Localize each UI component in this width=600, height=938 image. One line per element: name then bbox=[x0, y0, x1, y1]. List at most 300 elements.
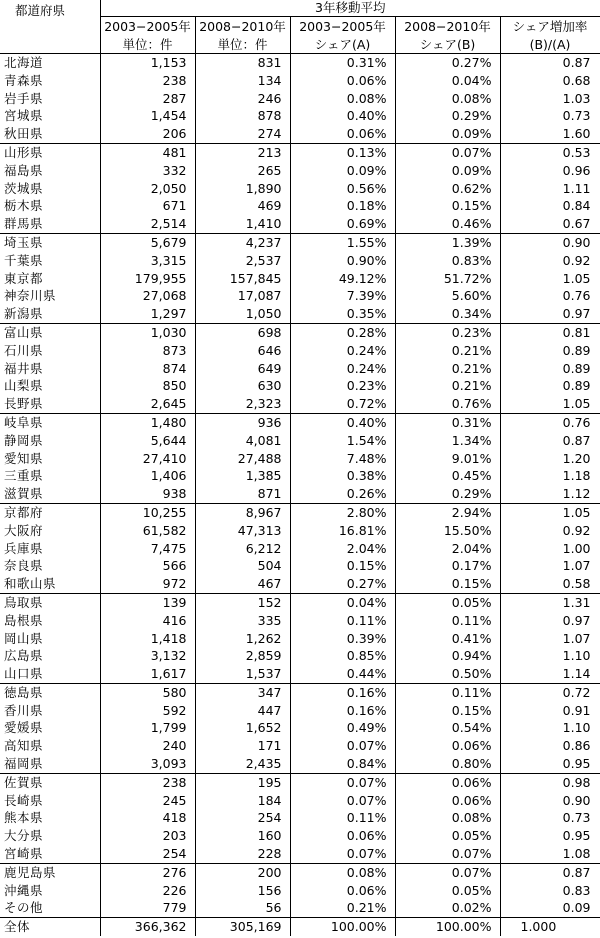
share-a-cell: 0.28% bbox=[290, 323, 395, 341]
moving-average-group-header: 3年移動平均 bbox=[100, 0, 600, 17]
share-a-cell: 0.06% bbox=[290, 882, 395, 900]
table-row bbox=[0, 593, 600, 611]
share-a-cell: 0.11% bbox=[290, 809, 395, 827]
share-b-cell: 1.34% bbox=[395, 432, 500, 450]
table-row bbox=[0, 702, 600, 720]
count-2008-2010-cell: 504 bbox=[195, 557, 290, 575]
count-2003-2005-cell: 2,645 bbox=[100, 395, 195, 413]
count-2008-2010-cell: 4,237 bbox=[195, 233, 290, 251]
share-growth-cell: 0.96 bbox=[500, 162, 600, 180]
count-2003-2005-cell: 5,644 bbox=[100, 432, 195, 450]
share-a-cell: 16.81% bbox=[290, 522, 395, 540]
count-2008-2010-cell: 156 bbox=[195, 882, 290, 900]
count-2003-2005-cell: 226 bbox=[100, 882, 195, 900]
prefecture-cell: 長野県 bbox=[0, 395, 100, 413]
share-b-cell: 0.27% bbox=[395, 54, 500, 72]
table-row bbox=[0, 630, 600, 648]
prefecture-cell: 京都府 bbox=[0, 503, 100, 521]
prefecture-cell: 福島県 bbox=[0, 162, 100, 180]
prefecture-cell: 宮崎県 bbox=[0, 845, 100, 863]
table-row bbox=[0, 180, 600, 198]
table-row bbox=[0, 252, 600, 270]
share-a-cell: 0.31% bbox=[290, 54, 395, 72]
share-a-cell: 0.35% bbox=[290, 305, 395, 323]
table-row bbox=[0, 737, 600, 755]
share-b-cell: 0.15% bbox=[395, 197, 500, 215]
share-a-cell: 0.06% bbox=[290, 72, 395, 90]
share-a-cell: 0.06% bbox=[290, 827, 395, 845]
count-2003-2005-cell: 287 bbox=[100, 90, 195, 108]
prefecture-cell: 群馬県 bbox=[0, 215, 100, 233]
share-b-cell: 5.60% bbox=[395, 287, 500, 305]
table-row bbox=[0, 522, 600, 540]
count-2008-2010-cell: 2,323 bbox=[195, 395, 290, 413]
count-2008-2010-cell: 831 bbox=[195, 54, 290, 72]
prefecture-cell: 鳥取県 bbox=[0, 593, 100, 611]
count-2008-2010-cell: 871 bbox=[195, 485, 290, 503]
count-2008-2010-cell: 1,410 bbox=[195, 215, 290, 233]
count-2008-2010-cell: 134 bbox=[195, 72, 290, 90]
share-growth-cell: 1.07 bbox=[500, 630, 600, 648]
share-b-cell: 2.04% bbox=[395, 540, 500, 558]
share-growth-cell: 0.67 bbox=[500, 215, 600, 233]
count-2008-2010-cell: 274 bbox=[195, 125, 290, 143]
count-2008-2010-cell: 698 bbox=[195, 323, 290, 341]
table-row bbox=[0, 360, 600, 378]
share-growth-cell: 0.87 bbox=[500, 54, 600, 72]
prefecture-cell: 東京都 bbox=[0, 270, 100, 288]
share-b-cell: 0.76% bbox=[395, 395, 500, 413]
prefecture-cell: 高知県 bbox=[0, 737, 100, 755]
count-2008-2010-cell: 265 bbox=[195, 162, 290, 180]
share-growth-cell: 0.73 bbox=[500, 107, 600, 125]
table-row bbox=[0, 143, 600, 161]
table-row bbox=[0, 792, 600, 810]
share-growth-cell: 0.89 bbox=[500, 377, 600, 395]
table-row bbox=[0, 863, 600, 881]
count-2008-2010-cell: 152 bbox=[195, 593, 290, 611]
count-2003-2005-cell: 240 bbox=[100, 737, 195, 755]
prefecture-cell: 奈良県 bbox=[0, 557, 100, 575]
count-2003-2005-cell: 139 bbox=[100, 593, 195, 611]
share-growth-cell: 0.90 bbox=[500, 792, 600, 810]
share-growth-cell: 1.07 bbox=[500, 557, 600, 575]
share-growth-cell: 1.12 bbox=[500, 485, 600, 503]
count-2008-2010-cell: 447 bbox=[195, 702, 290, 720]
share-b-cell: 0.05% bbox=[395, 882, 500, 900]
prefecture-cell: 兵庫県 bbox=[0, 540, 100, 558]
count-2008-2010-cell: 347 bbox=[195, 683, 290, 701]
share-b-cell: 0.07% bbox=[395, 863, 500, 881]
table-row bbox=[0, 54, 600, 72]
table-row bbox=[0, 270, 600, 288]
share-b-cell: 51.72% bbox=[395, 270, 500, 288]
prefecture-cell: 静岡県 bbox=[0, 432, 100, 450]
share-a-cell: 0.85% bbox=[290, 647, 395, 665]
table-row bbox=[0, 377, 600, 395]
count-2003-2005-cell: 5,679 bbox=[100, 233, 195, 251]
prefecture-cell: 愛媛県 bbox=[0, 719, 100, 737]
count-2003-2005-cell: 238 bbox=[100, 72, 195, 90]
share-growth-cell: 1.05 bbox=[500, 270, 600, 288]
share-a-cell: 2.04% bbox=[290, 540, 395, 558]
table-row bbox=[0, 683, 600, 701]
share-a-cell: 0.07% bbox=[290, 792, 395, 810]
column-header-count-2003-2005: 2003−2005年 bbox=[100, 17, 195, 36]
table-row bbox=[0, 773, 600, 791]
count-2008-2010-cell: 2,435 bbox=[195, 755, 290, 773]
share-a-cell: 0.72% bbox=[290, 395, 395, 413]
count-2008-2010-cell: 184 bbox=[195, 792, 290, 810]
share-b-cell: 0.17% bbox=[395, 557, 500, 575]
share-a-cell: 0.27% bbox=[290, 575, 395, 593]
share-a-cell: 0.18% bbox=[290, 197, 395, 215]
table-row bbox=[0, 827, 600, 845]
share-a-cell: 0.16% bbox=[290, 683, 395, 701]
table-row bbox=[0, 107, 600, 125]
count-2008-2010-cell: 254 bbox=[195, 809, 290, 827]
count-2008-2010-cell: 246 bbox=[195, 90, 290, 108]
share-growth-cell: 0.95 bbox=[500, 755, 600, 773]
share-b-cell: 9.01% bbox=[395, 450, 500, 468]
count-2008-2010-cell: 195 bbox=[195, 773, 290, 791]
share-b-cell: 0.34% bbox=[395, 305, 500, 323]
count-2008-2010-cell: 213 bbox=[195, 143, 290, 161]
share-b-cell: 0.45% bbox=[395, 467, 500, 485]
share-b-cell: 15.50% bbox=[395, 522, 500, 540]
share-growth-cell: 0.76 bbox=[500, 413, 600, 431]
share-b-cell: 0.07% bbox=[395, 845, 500, 863]
count-2008-2010-cell: 1,050 bbox=[195, 305, 290, 323]
share-growth-cell: 1.08 bbox=[500, 845, 600, 863]
share-b-cell: 0.09% bbox=[395, 162, 500, 180]
share-b-cell: 0.11% bbox=[395, 683, 500, 701]
share-growth-cell: 1.03 bbox=[500, 90, 600, 108]
share-growth-cell: 0.89 bbox=[500, 342, 600, 360]
share-b-cell: 0.08% bbox=[395, 809, 500, 827]
count-2008-2010-cell: 646 bbox=[195, 342, 290, 360]
share-a-cell: 0.56% bbox=[290, 180, 395, 198]
count-2008-2010-cell: 171 bbox=[195, 737, 290, 755]
share-a-cell: 0.07% bbox=[290, 737, 395, 755]
count-2008-2010-cell: 6,212 bbox=[195, 540, 290, 558]
count-2008-2010-cell: 335 bbox=[195, 612, 290, 630]
count-2008-2010-cell: 1,890 bbox=[195, 180, 290, 198]
prefecture-cell: 新潟県 bbox=[0, 305, 100, 323]
count-2003-2005-cell: 254 bbox=[100, 845, 195, 863]
count-2008-2010-cell: 27,488 bbox=[195, 450, 290, 468]
share-a-cell: 0.84% bbox=[290, 755, 395, 773]
share-b-cell: 0.15% bbox=[395, 702, 500, 720]
share-b-cell: 0.06% bbox=[395, 737, 500, 755]
table-row bbox=[0, 612, 600, 630]
share-growth-cell: 1.00 bbox=[500, 540, 600, 558]
column-header-share-b: 2008−2010年 bbox=[395, 17, 500, 36]
count-2008-2010-cell: 157,845 bbox=[195, 270, 290, 288]
count-2003-2005-cell: 245 bbox=[100, 792, 195, 810]
share-growth-cell: 1.60 bbox=[500, 125, 600, 143]
count-2003-2005-cell: 938 bbox=[100, 485, 195, 503]
count-2008-2010-cell: 1,652 bbox=[195, 719, 290, 737]
share-growth-cell: 0.92 bbox=[500, 252, 600, 270]
count-2008-2010-cell: 200 bbox=[195, 863, 290, 881]
table-row bbox=[0, 450, 600, 468]
prefecture-cell: 徳島県 bbox=[0, 683, 100, 701]
share-a-cell: 7.48% bbox=[290, 450, 395, 468]
count-2003-2005-cell: 1,480 bbox=[100, 413, 195, 431]
column-header-share-a: 2003−2005年 bbox=[290, 17, 395, 36]
share-growth-cell: 1.18 bbox=[500, 467, 600, 485]
table-row bbox=[0, 125, 600, 143]
prefecture-cell: 広島県 bbox=[0, 647, 100, 665]
count-2008-2010-cell: 47,313 bbox=[195, 522, 290, 540]
table-row bbox=[0, 72, 600, 90]
column-subheader-count-2008-2010: 単位：件 bbox=[195, 35, 290, 54]
share-a-cell: 0.04% bbox=[290, 593, 395, 611]
column-header-count-2008-2010: 2008−2010年 bbox=[195, 17, 290, 36]
share-b-cell: 0.50% bbox=[395, 665, 500, 683]
share-growth-cell: 0.87 bbox=[500, 863, 600, 881]
share-a-cell: 0.49% bbox=[290, 719, 395, 737]
share-b-cell: 0.54% bbox=[395, 719, 500, 737]
count-2003-2005-cell: 416 bbox=[100, 612, 195, 630]
share-b-cell: 0.05% bbox=[395, 827, 500, 845]
share-b-cell: 0.31% bbox=[395, 413, 500, 431]
count-2003-2005-cell: 580 bbox=[100, 683, 195, 701]
share-growth-cell: 1.11 bbox=[500, 180, 600, 198]
share-a-cell: 0.07% bbox=[290, 773, 395, 791]
count-2003-2005-cell: 332 bbox=[100, 162, 195, 180]
table-row bbox=[0, 342, 600, 360]
count-2008-2010-cell: 56 bbox=[195, 899, 290, 917]
share-b-cell: 0.02% bbox=[395, 899, 500, 917]
share-growth-cell: 1.05 bbox=[500, 395, 600, 413]
share-a-cell: 0.16% bbox=[290, 702, 395, 720]
count-2008-2010-cell: 4,081 bbox=[195, 432, 290, 450]
prefecture-cell: 宮城県 bbox=[0, 107, 100, 125]
share-b-cell: 100.00% bbox=[395, 918, 500, 936]
share-growth-cell: 0.97 bbox=[500, 305, 600, 323]
count-2003-2005-cell: 27,410 bbox=[100, 450, 195, 468]
share-a-cell: 1.55% bbox=[290, 233, 395, 251]
count-2003-2005-cell: 418 bbox=[100, 809, 195, 827]
count-2003-2005-cell: 972 bbox=[100, 575, 195, 593]
count-2003-2005-cell: 1,406 bbox=[100, 467, 195, 485]
table-row bbox=[0, 647, 600, 665]
share-b-cell: 0.21% bbox=[395, 342, 500, 360]
prefecture-cell: 福岡県 bbox=[0, 755, 100, 773]
share-b-cell: 0.23% bbox=[395, 323, 500, 341]
count-2003-2005-cell: 1,617 bbox=[100, 665, 195, 683]
count-2003-2005-cell: 874 bbox=[100, 360, 195, 378]
share-growth-cell: 0.73 bbox=[500, 809, 600, 827]
table-row bbox=[0, 432, 600, 450]
prefecture-cell: 秋田県 bbox=[0, 125, 100, 143]
table-row bbox=[0, 809, 600, 827]
share-growth-cell: 0.58 bbox=[500, 575, 600, 593]
share-b-cell: 0.41% bbox=[395, 630, 500, 648]
column-subheader-share-growth: (B)/(A) bbox=[500, 35, 600, 54]
share-growth-cell: 0.95 bbox=[500, 827, 600, 845]
count-2003-2005-cell: 671 bbox=[100, 197, 195, 215]
table-row bbox=[0, 485, 600, 503]
count-2003-2005-cell: 779 bbox=[100, 899, 195, 917]
share-a-cell: 0.26% bbox=[290, 485, 395, 503]
share-a-cell: 0.40% bbox=[290, 107, 395, 125]
prefecture-cell: 長崎県 bbox=[0, 792, 100, 810]
count-2003-2005-cell: 1,297 bbox=[100, 305, 195, 323]
share-a-cell: 0.11% bbox=[290, 612, 395, 630]
prefecture-cell: 大分県 bbox=[0, 827, 100, 845]
prefecture-cell: 滋賀県 bbox=[0, 485, 100, 503]
share-b-cell: 0.21% bbox=[395, 377, 500, 395]
table-row bbox=[0, 882, 600, 900]
prefecture-cell: 熊本県 bbox=[0, 809, 100, 827]
count-2003-2005-cell: 2,514 bbox=[100, 215, 195, 233]
prefecture-cell: 千葉県 bbox=[0, 252, 100, 270]
share-growth-cell: 1.10 bbox=[500, 719, 600, 737]
share-growth-cell: 0.53 bbox=[500, 143, 600, 161]
count-2003-2005-cell: 1,454 bbox=[100, 107, 195, 125]
prefecture-cell: 三重県 bbox=[0, 467, 100, 485]
table-row bbox=[0, 395, 600, 413]
share-a-cell: 0.09% bbox=[290, 162, 395, 180]
count-2003-2005-cell: 1,418 bbox=[100, 630, 195, 648]
share-growth-cell: 0.90 bbox=[500, 233, 600, 251]
column-header-share-growth: シェア増加率 bbox=[500, 17, 600, 36]
table-body bbox=[0, 54, 600, 937]
share-a-cell: 0.23% bbox=[290, 377, 395, 395]
count-2003-2005-cell: 10,255 bbox=[100, 503, 195, 521]
prefecture-cell: その他 bbox=[0, 899, 100, 917]
prefecture-cell: 岩手県 bbox=[0, 90, 100, 108]
table-row bbox=[0, 557, 600, 575]
count-2008-2010-cell: 8,967 bbox=[195, 503, 290, 521]
count-2008-2010-cell: 467 bbox=[195, 575, 290, 593]
count-2003-2005-cell: 27,068 bbox=[100, 287, 195, 305]
share-growth-cell: 0.92 bbox=[500, 522, 600, 540]
share-growth-cell: 0.91 bbox=[500, 702, 600, 720]
prefecture-cell: 鹿児島県 bbox=[0, 863, 100, 881]
share-a-cell: 0.44% bbox=[290, 665, 395, 683]
share-b-cell: 0.15% bbox=[395, 575, 500, 593]
share-growth-cell: 0.09 bbox=[500, 899, 600, 917]
share-a-cell: 0.39% bbox=[290, 630, 395, 648]
prefecture-cell: 香川県 bbox=[0, 702, 100, 720]
share-a-cell: 49.12% bbox=[290, 270, 395, 288]
share-growth-cell: 0.68 bbox=[500, 72, 600, 90]
share-a-cell: 0.90% bbox=[290, 252, 395, 270]
table-row bbox=[0, 899, 600, 917]
prefecture-cell: 福井県 bbox=[0, 360, 100, 378]
table-row bbox=[0, 755, 600, 773]
prefecture-cell: 岡山県 bbox=[0, 630, 100, 648]
share-b-cell: 1.39% bbox=[395, 233, 500, 251]
count-2003-2005-cell: 873 bbox=[100, 342, 195, 360]
share-a-cell: 1.54% bbox=[290, 432, 395, 450]
share-growth-cell: 0.76 bbox=[500, 287, 600, 305]
share-a-cell: 0.06% bbox=[290, 125, 395, 143]
share-b-cell: 0.06% bbox=[395, 792, 500, 810]
share-b-cell: 0.08% bbox=[395, 90, 500, 108]
prefecture-column-header: 都道府県 bbox=[0, 0, 100, 54]
count-2003-2005-cell: 7,475 bbox=[100, 540, 195, 558]
table-row bbox=[0, 665, 600, 683]
column-subheader-share-a: シェア(A) bbox=[290, 35, 395, 54]
table-row bbox=[0, 287, 600, 305]
table-row bbox=[0, 413, 600, 431]
table-row bbox=[0, 197, 600, 215]
table-row bbox=[0, 233, 600, 251]
table-row bbox=[0, 467, 600, 485]
prefecture-cell: 愛知県 bbox=[0, 450, 100, 468]
count-2003-2005-cell: 238 bbox=[100, 773, 195, 791]
share-a-cell: 0.24% bbox=[290, 342, 395, 360]
count-2008-2010-cell: 878 bbox=[195, 107, 290, 125]
share-b-cell: 0.29% bbox=[395, 107, 500, 125]
share-b-cell: 0.83% bbox=[395, 252, 500, 270]
count-2008-2010-cell: 1,537 bbox=[195, 665, 290, 683]
count-2003-2005-cell: 2,050 bbox=[100, 180, 195, 198]
share-a-cell: 0.07% bbox=[290, 845, 395, 863]
share-growth-cell: 1.14 bbox=[500, 665, 600, 683]
share-b-cell: 0.62% bbox=[395, 180, 500, 198]
share-b-cell: 0.09% bbox=[395, 125, 500, 143]
share-growth-cell: 1.000 bbox=[500, 918, 600, 936]
count-2003-2005-cell: 366,362 bbox=[100, 918, 195, 936]
share-a-cell: 0.13% bbox=[290, 143, 395, 161]
prefecture-cell: 山梨県 bbox=[0, 377, 100, 395]
share-growth-cell: 0.81 bbox=[500, 323, 600, 341]
share-growth-cell: 0.83 bbox=[500, 882, 600, 900]
share-a-cell: 0.08% bbox=[290, 863, 395, 881]
count-2008-2010-cell: 228 bbox=[195, 845, 290, 863]
share-growth-cell: 0.87 bbox=[500, 432, 600, 450]
prefecture-cell: 大阪府 bbox=[0, 522, 100, 540]
count-2003-2005-cell: 1,030 bbox=[100, 323, 195, 341]
count-2008-2010-cell: 2,859 bbox=[195, 647, 290, 665]
prefecture-cell: 北海道 bbox=[0, 54, 100, 72]
prefecture-cell: 山形県 bbox=[0, 143, 100, 161]
count-2008-2010-cell: 649 bbox=[195, 360, 290, 378]
prefecture-cell: 和歌山県 bbox=[0, 575, 100, 593]
count-2003-2005-cell: 206 bbox=[100, 125, 195, 143]
share-growth-cell: 0.89 bbox=[500, 360, 600, 378]
share-a-cell: 2.80% bbox=[290, 503, 395, 521]
column-subheader-share-b: シェア(B) bbox=[395, 35, 500, 54]
share-a-cell: 100.00% bbox=[290, 918, 395, 936]
prefecture-cell: 富山県 bbox=[0, 323, 100, 341]
table-row bbox=[0, 305, 600, 323]
prefecture-cell: 石川県 bbox=[0, 342, 100, 360]
count-2008-2010-cell: 2,537 bbox=[195, 252, 290, 270]
share-growth-cell: 0.97 bbox=[500, 612, 600, 630]
share-growth-cell: 1.31 bbox=[500, 593, 600, 611]
prefecture-cell: 佐賀県 bbox=[0, 773, 100, 791]
share-a-cell: 0.69% bbox=[290, 215, 395, 233]
count-2008-2010-cell: 1,262 bbox=[195, 630, 290, 648]
share-growth-cell: 1.20 bbox=[500, 450, 600, 468]
prefecture-cell: 栃木県 bbox=[0, 197, 100, 215]
count-2003-2005-cell: 203 bbox=[100, 827, 195, 845]
count-2003-2005-cell: 3,093 bbox=[100, 755, 195, 773]
table-row bbox=[0, 215, 600, 233]
column-subheader-count-2003-2005: 単位：件 bbox=[100, 35, 195, 54]
count-2003-2005-cell: 592 bbox=[100, 702, 195, 720]
count-2003-2005-cell: 61,582 bbox=[100, 522, 195, 540]
prefecture-cell: 沖縄県 bbox=[0, 882, 100, 900]
share-growth-cell: 0.72 bbox=[500, 683, 600, 701]
